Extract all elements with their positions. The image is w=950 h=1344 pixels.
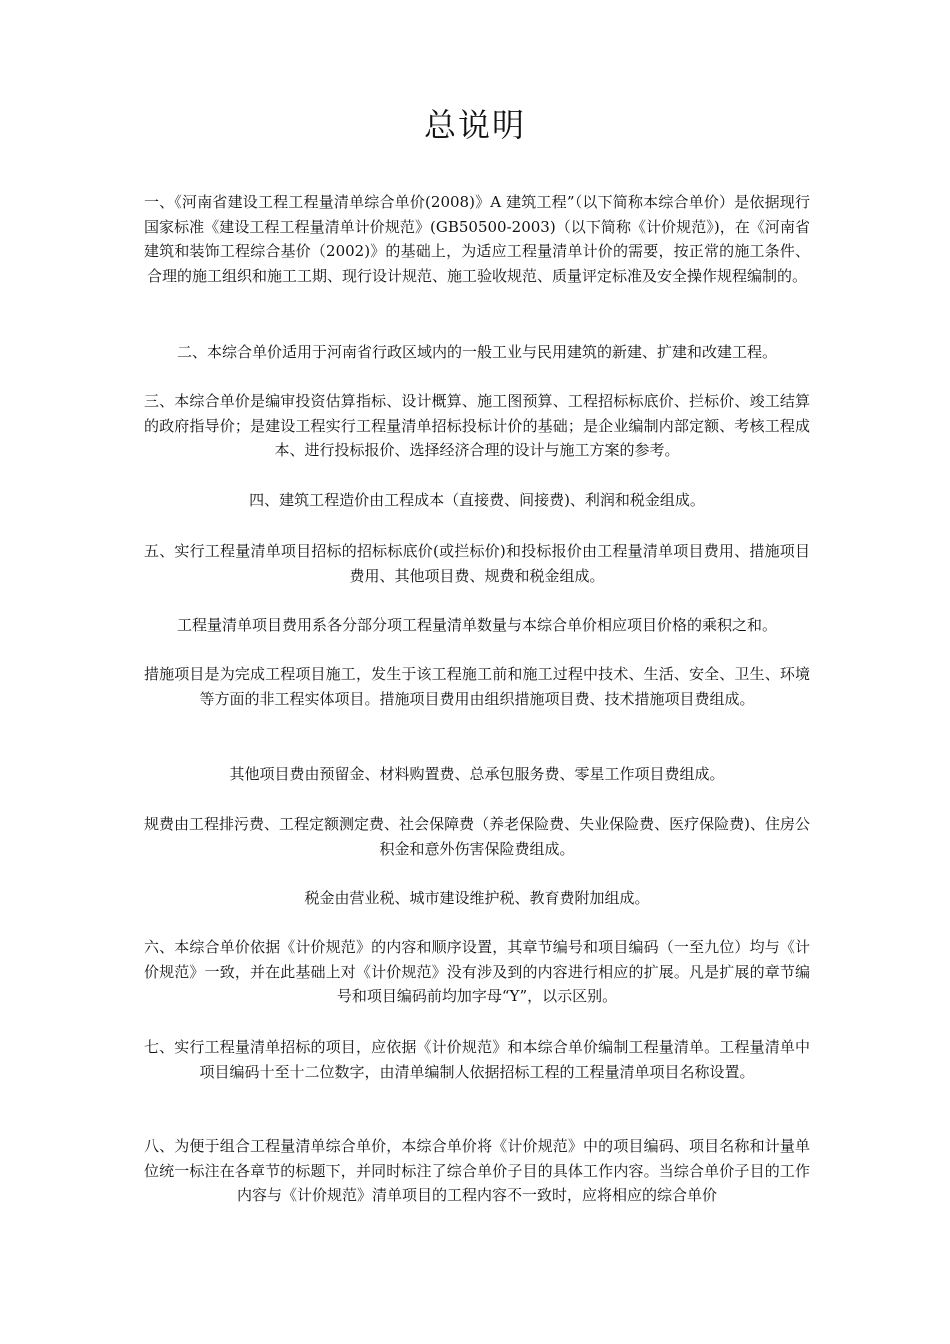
paragraph-3: 三、本综合单价是编审投资估算指标、设计概算、施工图预算、工程招标标底价、拦标价、竣工结算的政府指导价；是建设工程实行工程量清单招标投标计价的基础；是企业编制内部定额、考核工程成本、进行投标报价、选择经济合理的设计与施工方案的参考。 [144,392,810,459]
paragraph-1: 一、《河南省建设工程工程量清单综合单价(2008)》A 建筑工程”（以下简称本综合单价）是依据现行国家标准《建设工程工程量清单计价规范》(GB50500-2003)（以下简称《计价规范》)，在《河南省建筑和装饰工程综合基价（2002)》的基础上，为适应工程量清单计价的需要，按正常的施工条件、合理的施工组织和施工工期、现行设计规范、施工验收规范、质量评定标准及安全操作规程编制的。 [144,193,810,285]
paragraph-7: 措施项目是为完成工程项目施工，发生于该工程施工前和施工过程中技术、生活、安全、卫生、环境等方面的非工程实体项目。措施项目费用由组织措施项目费、技术措施项目费组成。 [144,665,810,708]
paragraph-9: 规费由工程排污费、工程定额测定费、社会保障费（养老保险费、失业保险费、医疗保险费)、住房公积金和意外伤害保险费组成。 [144,815,810,858]
paragraph-8: 其他项目费由预留金、材料购置费、总承包服务费、零星工作项目费组成。 [229,765,725,783]
paragraph-12: 七、实行工程量清单招标的项目，应依据《计价规范》和本综合单价编制工程量清单。工程量清单中项目编码十至十二位数字，由清单编制人依据招标工程的工程量清单项目名称设置。 [144,1038,810,1081]
paragraph-5: 五、实行工程量清单项目招标的招标标底价(或拦标价)和投标报价由工程量清单项目费用、措施项目费用、其他项目费、规费和税金组成。 [144,542,810,585]
paragraph-2: 二、本综合单价适用于河南省行政区域内的一般工业与民用建筑的新建、扩建和改建工程。 [176,343,777,361]
paragraph-10: 税金由营业税、城市建设维护税、教育费附加组成。 [304,889,650,907]
paragraph-11: 六、本综合单价依据《计价规范》的内容和顺序设置，其章节编号和项目编码（一至九位）均与《计价规范》一致，并在此基础上对《计价规范》没有涉及到的内容进行相应的扩展。凡是扩展的章节编号和项目编码前均加字母“Y”，以示区别。 [144,938,810,1005]
page-title: 总说明 [423,106,526,144]
paragraph-6: 工程量清单项目费用系各分部分项工程量清单数量与本综合单价相应项目价格的乘积之和。 [176,616,777,634]
paragraph-13: 八、为便于组合工程量清单综合单价，本综合单价将《计价规范》中的项目编码、项目名称和计量单位统一标注在各章节的标题下，并同时标注了综合单价子目的具体工作内容。当综合单价子目的工作内容与《计价规范》清单项目的工程内容不一致时，应将相应的综合单价 [144,1137,810,1204]
paragraph-4: 四、建筑工程造价由工程成本（直接费、间接费)、利润和税金组成。 [249,491,705,509]
